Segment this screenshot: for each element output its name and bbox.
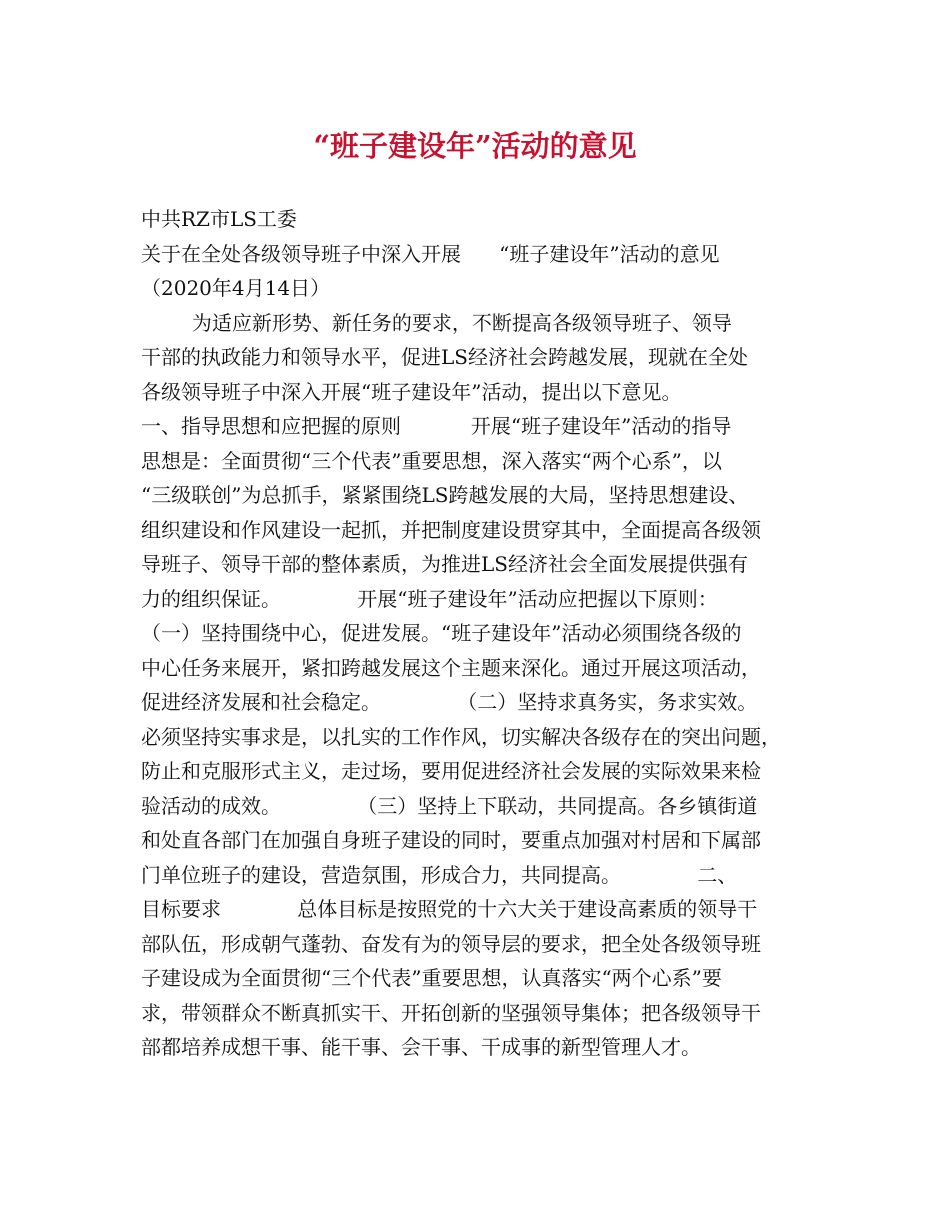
document-line: 和处直各部门在加强自身班子建设的同时，要重点加强对村居和下属部 [141,828,761,852]
document-line: 门单位班子的建设，营造氛围，形成合力，共同提高。 二、 [141,862,738,887]
document-line: 为适应新形势、新任务的要求，不断提高各级领导班子、领导 [141,310,732,335]
document-title: “班子建设年”活动的意见 [313,129,637,163]
document-line: （一）坚持围绕中心，促进发展。“班子建设年”活动必须围绕各级的 [141,621,742,645]
document-line: 关于在全处各级领导班子中深入开展 “班子建设年”活动的意见 [141,241,720,266]
document-line: 子建设成为全面贯彻“三个代表”重要思想，认真落实“两个心系”要 [141,966,722,990]
document-line: 验活动的成效。 （三）坚持上下联动，共同提高。各乡镇街道 [141,793,758,818]
document-line: 一、指导思想和应把握的原则 开展“班子建设年”活动的指导 [141,414,732,438]
document-line: 部都培养成想干事、能干事、会干事、干成事的新型管理人才。 [141,1035,701,1059]
document-line: 组织建设和作风建设一起抓，并把制度建设贯穿其中，全面提高各级领 [141,517,761,542]
document-line: 中共RZ市LS工委 [141,207,297,231]
document-line: 思想是：全面贯彻“三个代表”重要思想，深入落实“两个心系”，以 [141,448,722,473]
document-line: 必须坚持实事求是，以扎实的工作作风，切实解决各级存在的突出问题， [141,724,781,749]
document-line: “三级联创”为总抓手，紧紧围绕LS跨越发展的大局，坚持思想建设、 [141,483,749,507]
document-line: 干部的执政能力和领导水平，促进LS经济社会跨越发展，现就在全处 [141,345,748,369]
document-line: 各级领导班子中深入开展“班子建设年”活动，提出以下意见。 [141,379,682,404]
document-line: 力的组织保证。 开展“班子建设年”活动应把握以下原则： [141,586,718,611]
document-line: 求，带领群众不断真抓实干、开拓创新的坚强领导集体；把各级领导干 [141,1000,761,1025]
document-line: （2020年4月14日） [141,276,331,300]
document-line: 部队伍，形成朝气蓬勃、奋发有为的领导层的要求，把全处各级领导班 [141,931,761,956]
document-line: 导班子、领导干部的整体素质，为推进LS经济社会全面发展提供强有 [141,552,748,576]
document-line: 中心任务来展开，紧扣跨越发展这个主题来深化。通过开展这项活动， [141,655,761,680]
document-line: 促进经济发展和社会稳定。 （二）坚持求真务实，务求实效。 [141,690,758,714]
document-line: 目标要求 总体目标是按照党的十六大关于建设高素质的领导干 [141,897,758,921]
document-line: 防止和克服形式主义，走过场，要用促进经济社会发展的实际效果来检 [141,759,761,783]
